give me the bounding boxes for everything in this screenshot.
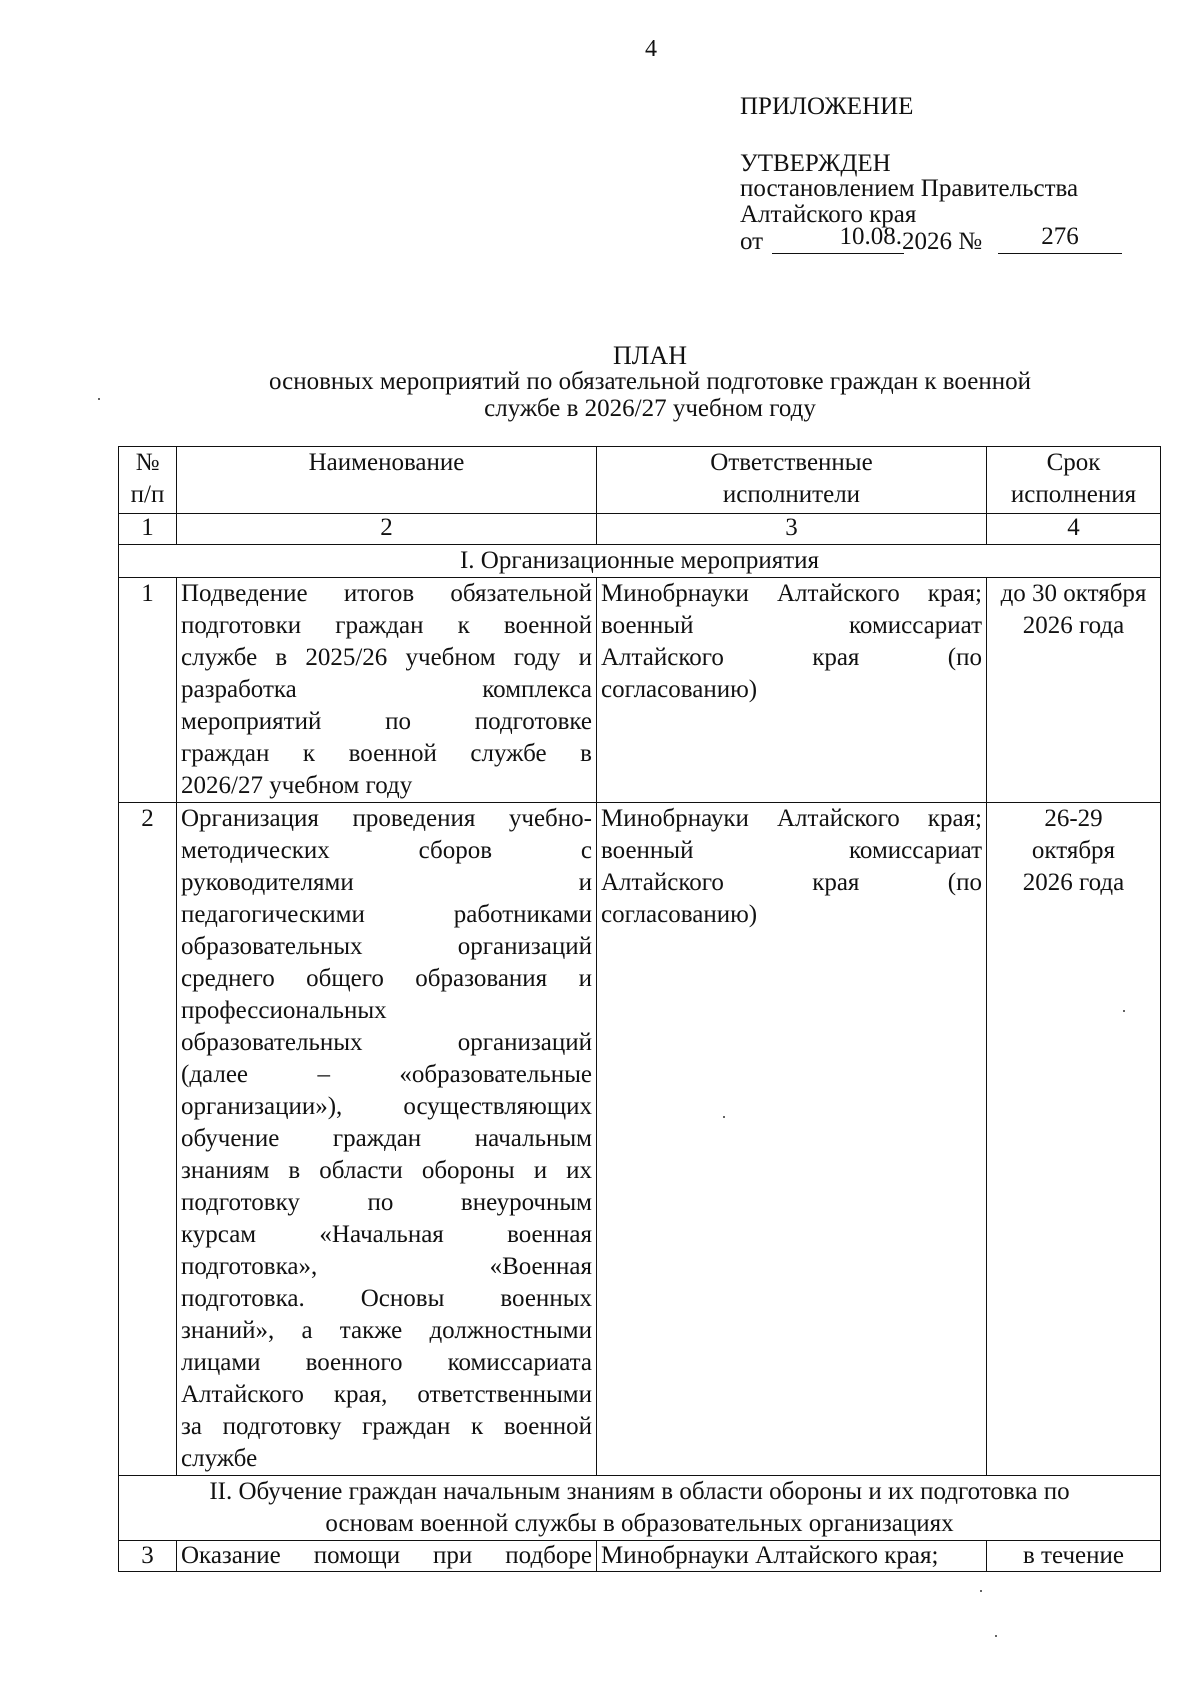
scan-speck [98, 398, 100, 400]
row-name [177, 803, 597, 1476]
row-name-line: подготовку по внеурочным [181, 1189, 592, 1216]
row-name-line: подготовка. Основы военных [181, 1285, 592, 1312]
row-name-line: мероприятий по подготовке [181, 708, 592, 735]
header-num-line-1: № [135, 449, 160, 476]
row-term [987, 803, 1161, 1476]
row-name-line: за подготовку граждан к военной [181, 1413, 592, 1440]
column-number: 4 [987, 514, 1161, 545]
row-responsible [597, 578, 987, 803]
column-number-row [119, 514, 1161, 545]
section-title-line-2: основам военной службы в образовательных организациях [325, 1510, 954, 1537]
table-row [119, 1541, 1161, 1572]
row-name-line: образовательных организаций [181, 1029, 592, 1056]
approved-label: УТВЕРЖДЕН [740, 150, 891, 177]
row-term-line: октября [1031, 837, 1116, 864]
row-name-line: организации»), осуществляющих [181, 1093, 592, 1120]
row-name-line: знаниям в области обороны и их [181, 1157, 592, 1184]
page-number: 4 [645, 36, 657, 62]
approval-issuer: постановлением Правительства [740, 175, 1079, 202]
row-term-line: 26-29 [1044, 805, 1103, 832]
row-resp-line: Минобрнауки Алтайского края; [601, 805, 982, 832]
row-name-line: обучение граждан начальным [181, 1125, 592, 1152]
approval-number: 276 [998, 221, 1122, 254]
row-resp-line: согласованию) [601, 901, 758, 928]
row-name-line: образовательных организаций [181, 933, 592, 960]
header-term-line-2: исполнения [1010, 481, 1137, 508]
row-resp-line: Минобрнауки Алтайского края; [601, 580, 982, 607]
row-name [177, 1541, 597, 1572]
header-name-text: Наименование [308, 449, 465, 476]
plan-table [118, 446, 1161, 1572]
row-name-line: службе [181, 1445, 258, 1472]
header-num [119, 447, 177, 514]
header-num-line-2: п/п [130, 481, 165, 508]
table-row [119, 803, 1161, 1476]
title-line-2: службе в 2026/27 учебном году [484, 394, 816, 422]
appendix-label: ПРИЛОЖЕНИЕ [740, 93, 914, 120]
row-term [987, 1541, 1161, 1572]
row-name-line: курсам «Начальная военная [181, 1221, 592, 1248]
table-row [119, 578, 1161, 803]
row-name-line: среднего общего образования и [181, 965, 592, 992]
section-row [119, 1476, 1161, 1541]
row-name-line: службе в 2025/26 учебном году и [181, 644, 592, 671]
section-row [119, 545, 1161, 578]
row-responsible [597, 1541, 987, 1572]
row-number: 1 [119, 578, 177, 803]
approval-date: 10.08. [772, 221, 904, 254]
row-term-line: 2026 года [1022, 869, 1125, 896]
row-resp-line: военный комиссариат [601, 612, 982, 639]
row-term [987, 578, 1161, 803]
row-resp-line: военный комиссариат [601, 837, 982, 864]
row-name-line: Алтайского края, ответственными [181, 1381, 592, 1408]
row-name-line: (далее – «образовательные [181, 1061, 592, 1088]
table-header-row [119, 447, 1161, 514]
row-name [177, 578, 597, 803]
column-number: 1 [119, 514, 177, 545]
section-title [119, 1476, 1161, 1541]
row-name-line: знаний», а также должностными [181, 1317, 592, 1344]
row-name-line: 2026/27 учебном году [181, 772, 413, 799]
header-responsible [597, 447, 987, 514]
section-title: I. Организационные мероприятия [119, 545, 1161, 578]
row-name-line: Подведение итогов обязательной [181, 580, 592, 607]
row-name-line: подготовки граждан к военной [181, 612, 592, 639]
scan-speck [995, 1635, 997, 1637]
row-name-line: граждан к военной службе в [181, 740, 592, 767]
row-resp-line: Минобрнауки Алтайского края; [601, 1542, 939, 1569]
row-resp-line: Алтайского края (по [601, 644, 982, 671]
document-title [100, 342, 1200, 422]
header-term [987, 447, 1161, 514]
title-heading: ПЛАН [613, 341, 687, 370]
row-name-line: подготовка», «Военная [181, 1253, 592, 1280]
row-resp-line: согласованию) [601, 676, 758, 703]
row-name-line: руководителями и [181, 869, 592, 896]
row-term-line: до 30 октября [1000, 580, 1147, 607]
row-name-line: профессиональных [181, 997, 387, 1024]
row-name-line: Организация проведения учебно- [181, 805, 592, 832]
approval-block [740, 94, 1140, 257]
row-name-line: разработка комплекса [181, 676, 592, 703]
header-term-line-1: Срок [1046, 449, 1101, 476]
header-resp-line-2: исполнители [722, 481, 861, 508]
approval-year: 2026 № [902, 228, 983, 255]
approval-region: Алтайского края [740, 200, 917, 228]
row-number: 3 [119, 1541, 177, 1572]
approval-date-line [740, 223, 1140, 257]
row-name-line: педагогическими работниками [181, 901, 592, 928]
header-resp-line-1: Ответственные [710, 449, 873, 476]
scan-speck [980, 1590, 982, 1592]
header-name [177, 447, 597, 514]
row-term-line: в течение [1023, 1542, 1124, 1569]
section-title-line-1: II. Обучение граждан начальным знаниям в области обороны и их подготовка по [209, 1478, 1070, 1505]
row-name-line: лицами военного комиссариата [181, 1349, 592, 1376]
row-number: 2 [119, 803, 177, 1476]
row-name-line: Оказание помощи при подборе [181, 1542, 592, 1569]
row-resp-line: Алтайского края (по [601, 869, 982, 896]
title-line-1: основных мероприятий по обязательной подготовке граждан к военной [269, 368, 1031, 396]
column-number: 3 [597, 514, 987, 545]
row-term-line: 2026 года [1022, 612, 1125, 639]
row-responsible [597, 803, 987, 1476]
row-name-line: методических сборов с [181, 837, 592, 864]
date-prefix: от [740, 228, 764, 255]
column-number: 2 [177, 514, 597, 545]
